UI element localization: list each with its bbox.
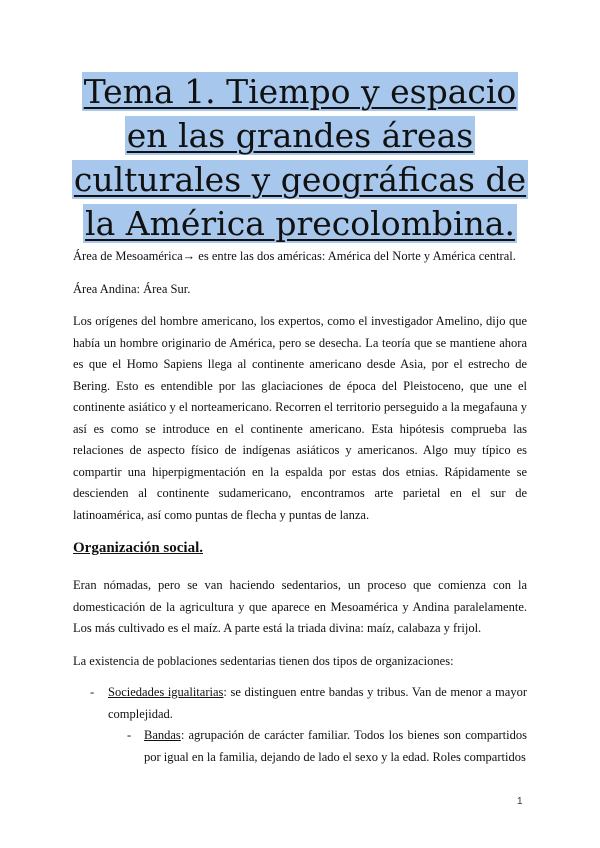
- title-text: Tema 1. Tiempo y espacio en las grandes áreas culturales y geográficas de la América precolombina.: [73, 72, 527, 243]
- bullet-dash: -: [127, 728, 132, 742]
- bullet-text: : agrupación de carácter familiar. Todos los bienes son compartidos por igual en la familia, dejando de lado el sexo y la edad. Roles compartidos: [144, 728, 527, 764]
- bullet-dash: -: [90, 685, 95, 699]
- bullet-term: Sociedades igualitarias: [108, 685, 224, 699]
- paragraph-mesoamerica: Área de Mesoamérica→ es entre las dos américas: América del Norte y América central.: [73, 249, 516, 263]
- section-heading: Organización social.: [73, 540, 203, 556]
- list-item: [127, 725, 527, 768]
- page-title: [70, 70, 530, 246]
- list-item: [90, 682, 527, 725]
- paragraph-andina: Área Andina: Área Sur.: [73, 282, 191, 296]
- bullet-text: : se distinguen entre bandas y tribus. Van de menor a mayor complejidad.: [108, 685, 527, 721]
- paragraph-organizations: La existencia de poblaciones sedentarias tienen dos tipos de organizaciones:: [73, 654, 454, 668]
- paragraph-origins: Los orígenes del hombre americano, los expertos, como el investigador Amelino, dijo que había un hombre originario de América, pero se desecha. La teoría que se mantiene ahora es que el Homo Sapiens llega al continente americano desde Asia, por el estrecho de Bering. Esto es entendible por las glaciaciones de época del Pleistoceno, que une el continente asiático y el norteamericano. Recorren el territorio perseguido a la megafauna y así es como se introduce en el continente americano. Esta hipótesis comprueba las relaciones de aspecto físico de indígenas asiáticos y americanos. Algo muy típico es compartir una hiperpigmentación en la espalda por estas dos etnias. Rápidamente se descienden al continente sudamericano, encontramos arte parietal en el sur de latinoamérica, así como puntas de flecha y puntas de lanza.: [73, 314, 527, 522]
- paragraph-nomads: Eran nómadas, pero se van haciendo sedentarios, un proceso que comienza con la domesticación de la agricultura y que aparece en Mesoamérica y Andina paralelamente. Los más cultivado es el maíz. A parte está la triada divina: maíz, calabaza y frijol.: [73, 578, 527, 635]
- bullet-term: Bandas: [144, 728, 181, 742]
- page-number: 1: [517, 796, 523, 807]
